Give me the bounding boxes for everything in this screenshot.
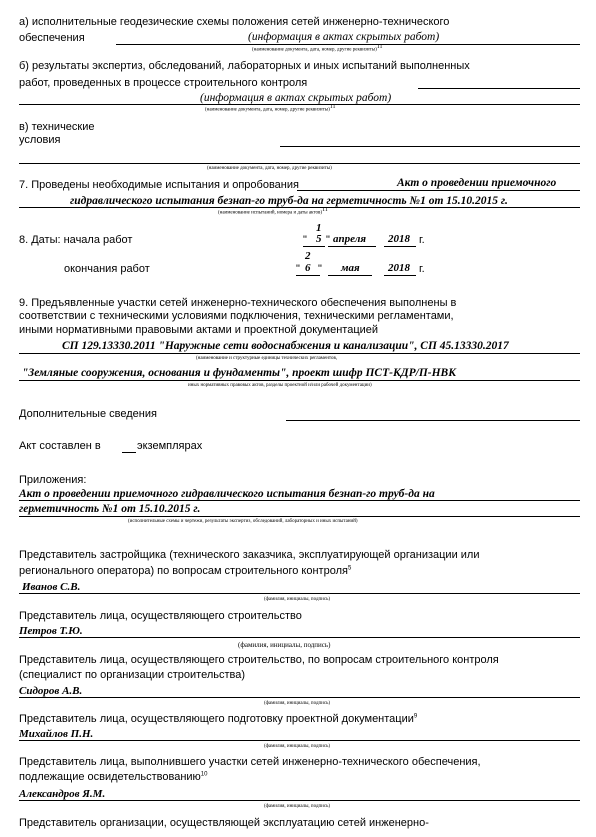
section-v-label-line2: условия: [19, 134, 61, 146]
copies-label-end: экземплярах: [137, 440, 203, 452]
attachments-label: Приложения:: [19, 474, 87, 486]
rep-designer-caption: (фамилия, инициалы, подпись): [264, 744, 331, 749]
section-b-value: (информация в актах скрытых работ): [200, 92, 392, 104]
end-month-underline: [328, 275, 372, 276]
rep-designer-name: Михайлов П.Н.: [19, 728, 94, 740]
section-7-underline-1: [297, 190, 580, 191]
rep-designer-underline: [19, 740, 580, 741]
extra-underline: [286, 420, 580, 421]
extra-label: Дополнительные сведения: [19, 408, 157, 420]
section-7-value-line1: Акт о проведении приемочного: [397, 177, 557, 189]
start-year-underline: [384, 246, 416, 247]
section-v-underline-1: [280, 146, 580, 147]
rep-contractor-line1: Представитель лица, выполнившего участки сетей инженерно-технического обеспечения,: [19, 756, 481, 768]
rep-builder-name: Петров Т.Ю.: [19, 625, 83, 637]
end-date-label: окончания работ: [64, 263, 150, 275]
start-day-underline: [303, 246, 325, 247]
section-a-label-line1: а) исполнительные геодезические схемы положения сетей инженерно-технического: [19, 16, 450, 28]
section-b-underline-1: [418, 88, 580, 89]
copies-label-start: Акт составлен в: [19, 440, 101, 452]
rep-builder-caption: (фамилия, инициалы, подпись): [238, 641, 331, 649]
end-day-mark: 2: [305, 250, 311, 262]
attachments-caption: (исполнительные схемы и чертежи, результаты экспертиз, обследований, лабораторных и иных испытаний): [128, 519, 358, 524]
section-v-caption: (наименование документа, дата, номер, другие реквизиты): [207, 166, 332, 171]
rep-customer-line1: Представитель застройщика (технического заказчика, эксплуатирующей организации или: [19, 549, 480, 561]
rep-contractor-underline: [19, 800, 580, 801]
end-year-underline: [384, 275, 416, 276]
section-9-value1: СП 129.13330.2011 "Наружные сети водоснабжения и канализации", СП 45.13330.2017: [62, 340, 509, 352]
end-quote-close: ": [318, 263, 322, 275]
rep-control-name: Сидоров А.В.: [19, 685, 83, 697]
start-day-mark: 1: [316, 222, 322, 234]
section-9-underline-2: [19, 380, 580, 381]
section-a-value: (информация в актах скрытых работ): [248, 31, 440, 43]
rep-customer-name: Иванов С.В.: [22, 581, 81, 593]
attachments-value-line1: Акт о проведении приемочного гидравлического испытания безнап-го труб-да на: [19, 488, 435, 500]
section-9-line1: 9. Предъявленные участки сетей инженерно-технического обеспечения выполнены в: [19, 297, 457, 309]
end-day: 6: [305, 262, 311, 274]
rep-customer-line2: регионального оператора) по вопросам строительного контроля$^5$: [19, 565, 352, 577]
attachments-underline-1: [19, 500, 580, 501]
section-b-label-line2: работ, проведенных в процессе строительного контроля: [19, 77, 308, 89]
section-7-label: 7. Проведены необходимые испытания и опробования: [19, 179, 299, 191]
section-9-caption1: (наименование и структурные единицы технических регламентов,: [196, 356, 338, 361]
attachments-underline-2: [19, 516, 580, 517]
section-7-value-line2: гидравлического испытания безнап-го труб-да на герметичность №1 от 15.10.2015 г.: [70, 195, 508, 207]
section-9-caption2: иных нормативных правовых актов, разделы проектной и/или рабочей документации): [188, 383, 372, 388]
start-month: апреля: [333, 233, 367, 245]
start-quote-close: ": [326, 234, 330, 246]
start-quote-open: ": [303, 234, 307, 246]
section-b-caption: (наименование документа, дата, номер, другие реквизиты)$^{11}$: [205, 104, 336, 113]
end-day-underline: [296, 275, 320, 276]
end-month: мая: [341, 262, 360, 274]
section-9-value2: "Земляные сооружения, основания и фундаменты", проект шифр ПСТ-КДР/П-НВК: [22, 367, 457, 379]
rep-control-line2: (специалист по организации строительства): [19, 669, 246, 681]
section-v-underline-2: [19, 163, 580, 164]
rep-builder-underline: [19, 637, 580, 638]
section-9-line3: иными нормативными правовыми актами и проектной документацией: [19, 324, 379, 336]
rep-customer-caption: (фамилия, инициалы, подпись): [264, 597, 331, 602]
start-date-label: 8. Даты: начала работ: [19, 234, 133, 246]
end-quote-open: ": [296, 263, 300, 275]
section-9-underline-1: [19, 353, 580, 354]
start-month-underline: [328, 246, 376, 247]
section-7-caption: (наименование испытаний, номера и даты актов)$^{11}$: [218, 207, 328, 216]
section-v-label-line1: в) технические: [19, 121, 95, 133]
section-7-underline-2: [19, 207, 580, 208]
rep-operator-line1: Представитель организации, осуществляющей эксплуатацию сетей инженерно-: [19, 817, 429, 829]
rep-builder-line1: Представитель лица, осуществляющего строительство: [19, 610, 302, 622]
start-day: 5: [316, 233, 322, 245]
copies-count-underline: [122, 452, 136, 453]
start-year-suffix: г.: [419, 234, 425, 246]
section-a-label-line2: обеспечения: [19, 32, 85, 44]
section-9-line2: соответствии с техническими условиями подключения, техническими регламентами,: [19, 310, 454, 322]
section-a-caption: (наименование документа, дата, номер, другие реквизиты)$^{11}$: [252, 44, 383, 53]
rep-control-line1: Представитель лица, осуществляющего строительство, по вопросам строительного контроля: [19, 654, 499, 666]
rep-contractor-line2: подлежащие освидетельствованию$^{10}$: [19, 771, 208, 783]
rep-contractor-name: Александров Я.М.: [19, 788, 106, 800]
rep-control-caption: (фамилия, инициалы, подпись): [264, 701, 331, 706]
rep-designer-line1: Представитель лица, осуществляющего подготовку проектной документации$^9$: [19, 713, 418, 725]
start-year: 2018: [388, 233, 410, 245]
section-b-underline-2: [19, 104, 580, 105]
section-b-label-line1: б) результаты экспертиз, обследований, лабораторных и иных испытаний выполненных: [19, 60, 470, 72]
section-a-underline: [116, 44, 580, 45]
end-year: 2018: [388, 262, 410, 274]
end-year-suffix: г.: [419, 263, 425, 275]
rep-contractor-caption: (фамилия, инициалы, подпись): [264, 804, 331, 809]
attachments-value-line2: герметичность №1 от 15.10.2015 г.: [19, 503, 201, 515]
rep-control-underline: [19, 697, 580, 698]
rep-customer-underline: [19, 593, 580, 594]
